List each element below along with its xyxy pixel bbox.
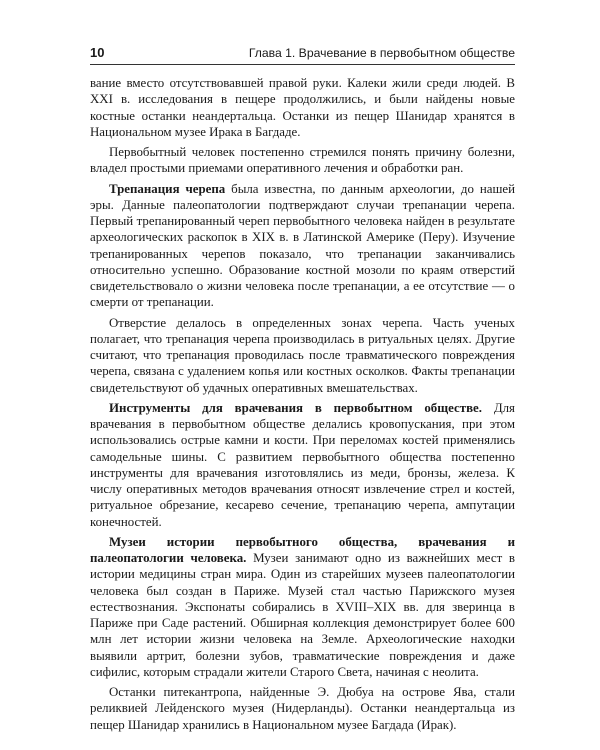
paragraph-skull-opening [90, 315, 515, 396]
paragraph-text: Для врачевания в первобытном обществе делались кровопускания, при этом использовались острые камни и кости. При переломах костей применялись самодельные шины. С развитием первобытного общества постепенно инструменты для врачевания изготовлялись из меди, бронзы, железа. К числу оперативных методов врачевания относят извлечение стрел и костей, ритуальное обрезание, кесарево сечение, трепанацию черепа, ампутации конечностей. [90, 400, 515, 529]
paragraph-continuation [90, 75, 515, 140]
paragraph-heading: Трепанация черепа [109, 181, 226, 196]
paragraph-text: Останки питекантропа, найденные Э. Дюбуа на острове Ява, стали реликвией Лейденского музея (Нидерланды). Останки неандертальца из пещер Шанидар хранились в Национальном музее Багдада (Ирак). [90, 685, 515, 732]
paragraph-text: Отверстие делалось в определенных зонах черепа. Часть ученых полагает, что трепанация черепа производилась в ритуальных целях. Другие считают, что трепанация проводилась после травматического повреждения черепа, связана с удалением копья или костных осколков. Факты трепанации свидетельствуют об удачных оперативных вмешательствах. [90, 315, 515, 395]
body-text [90, 75, 515, 737]
page-number: 10 [90, 45, 105, 60]
paragraph-pithecanthropus [90, 684, 515, 733]
paragraph-text: Музеи занимают одно из важнейших мест в истории медицины стран мира. Один из старейших музеев палеопатологии человека был создан в Париже. Музей стал частью Парижского музея естествознания. Экспонаты собирались в XVIII–XIX вв. для зверинца в Париже при Саде растений. Обширная коллекция демонстрирует более 600 млн лет истории жизни человека на Земле. Археологические находки выявили артрит, болезни зубов, травматические повреждения и даже сифилис, которым страдали жители Старого Света, начиная с неолита. [90, 551, 515, 679]
paragraph-trepanation [90, 181, 515, 311]
paragraph-text: вание вместо отсутствовавшей правой руки. Калеки жили среди людей. В XXI в. исследования в пещере продолжились, и были найдены новые костные останки неандертальца. Останки из пещер Шанидар хранятся в Национальном музее Ирака в Багдаде. [90, 76, 515, 139]
paragraph-text: была известна, по данным археологии, до нашей эры. Данные палеопатологии подтверждают случаи трепанации черепа. Первый трепанированный череп первобытного человека найден в результате археологических раскопок в XIX в. в Латинской Америке (Перу). Изучение трепанированных черепов показало, что трепанации заканчивались относительно успешно. Образование костной мозоли по краям отверстий свидетельствовало о жизни человека после трепанации, а ее отсутствие — о смерти от трепанации. [90, 181, 515, 310]
paragraph-primitive-man [90, 144, 515, 177]
paragraph-text: Первобытный человек постепенно стремился понять причину болезни, владел простыми приемами оперативного лечения и обработки ран. [90, 145, 515, 176]
paragraph-heading: Музеи истории первобытного общества, врачевания и палеопатологии человека. [90, 534, 515, 565]
chapter-title: Глава 1. Врачевание в первобытном обществе [248, 46, 515, 60]
paragraph-heading: Инструменты для врачевания в первобытном обществе. [109, 400, 482, 415]
paragraph-instruments [90, 400, 515, 530]
paragraph-museums [90, 534, 515, 680]
running-header [90, 44, 515, 65]
